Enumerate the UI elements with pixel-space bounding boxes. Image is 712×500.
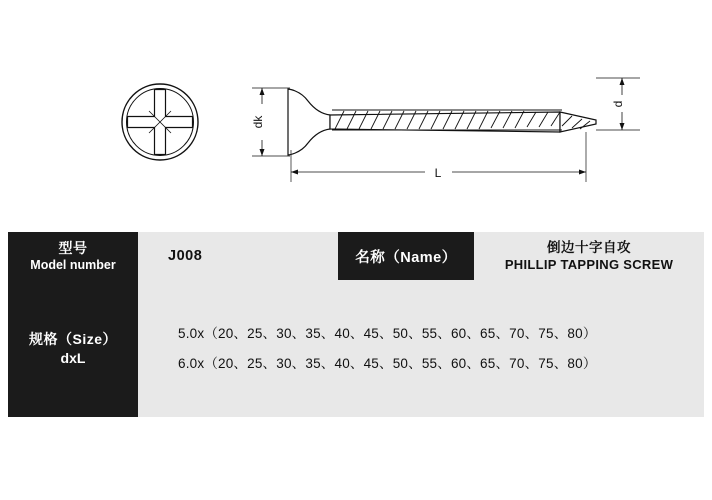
dk-label: dk — [251, 115, 265, 129]
model-number-label-zh: 型号 — [58, 239, 88, 256]
spec-table — [8, 232, 704, 417]
d-label: d — [611, 100, 625, 108]
L-label: L — [434, 166, 442, 180]
name-label-text: 名称（Name） — [355, 249, 457, 266]
model-number-value: J008 — [168, 248, 203, 264]
size-label-cell — [8, 280, 138, 417]
table-row — [8, 280, 704, 417]
model-number-label-cell — [8, 232, 138, 280]
size-values-cell — [138, 280, 704, 417]
name-value-cell — [474, 232, 704, 280]
model-number-value-cell — [138, 232, 338, 280]
size-label-zh: 规格（Size） — [28, 330, 117, 347]
table-row — [8, 232, 704, 280]
model-number-label-en: Model number — [30, 257, 116, 272]
size-label-dxl: dxL — [60, 349, 86, 366]
name-value-zh: 倒边十字自攻 — [547, 240, 631, 255]
name-value-en: PHILLIP TAPPING SCREW — [504, 257, 674, 272]
screw-diagram — [0, 0, 712, 222]
screw-side-view-icon — [288, 89, 596, 155]
size-line: 5.0x（20、25、30、35、40、45、50、55、60、65、70、75、80） — [178, 325, 597, 341]
screw-technical-drawing — [0, 0, 712, 222]
name-label-cell — [338, 232, 474, 280]
size-line: 6.0x（20、25、30、35、40、45、50、55、60、65、70、75、80） — [178, 355, 597, 371]
